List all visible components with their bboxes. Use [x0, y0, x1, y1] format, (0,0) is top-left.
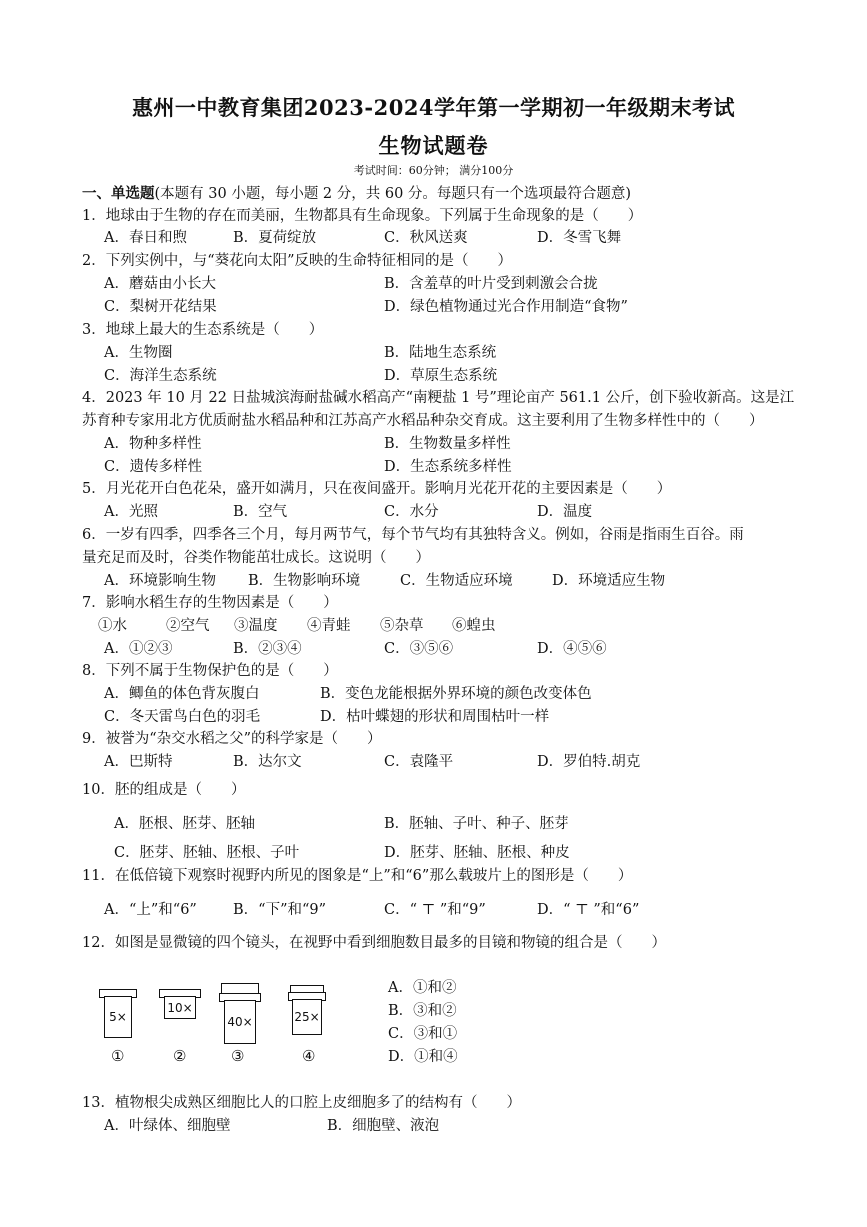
- q3-option-b: B．陆地生态系统: [384, 345, 497, 361]
- q7-item: ②空气: [166, 618, 210, 634]
- lens-2-label: ②: [173, 1047, 187, 1065]
- q3-option-c: C．海洋生态系统: [104, 368, 217, 384]
- q6-stem-line2: 量充足而及时，谷类作物能茁壮成长。这说明（ ）: [82, 550, 430, 566]
- section-heading-row: [82, 184, 631, 204]
- q6-option-d: D．环境适应生物: [552, 573, 666, 589]
- q8-option-d: D．枯叶蝶翅的形状和周围枯叶一样: [320, 709, 550, 725]
- q12-option-c: C．③和①: [388, 1026, 458, 1042]
- exam-meta: 考试时间：60分钟； 满分100分: [353, 164, 514, 177]
- q7-item: ④青蛙: [307, 618, 351, 634]
- q2-option-a: A．蘑菇由小长大: [104, 276, 216, 292]
- lens-3-label: ③: [231, 1047, 245, 1065]
- q9-stem: 9．被誉为“杂交水稻之父”的科学家是（ ）: [82, 731, 382, 747]
- q7-item: ①水: [98, 618, 127, 634]
- exam-subtitle: 生物试题卷: [378, 133, 489, 158]
- q5-option-d: D．温度: [537, 504, 593, 520]
- q1-option-b: B．夏荷绽放: [233, 230, 317, 246]
- section-desc: (本题有 30 小题，每小题 2 分，共 60 分。每题只有一个选项最符合题意): [154, 186, 632, 202]
- q7-option-b: B．②③④: [233, 641, 302, 657]
- q10-stem: 10．胚的组成是（ ）: [82, 782, 246, 798]
- q10-option-d: D．胚芽、胚轴、胚根、种皮: [384, 845, 570, 861]
- q4-stem-line2: 苏育种专家用北方优质耐盐水稻品种和江苏高产水稻品种杂交育成。这主要利用了生物多样性中的（ ）: [82, 413, 764, 429]
- q3-option-a: A．生物圈: [104, 345, 173, 361]
- q7-item: ⑤杂草: [380, 618, 424, 634]
- q3-stem: 3．地球上最大的生态系统是（ ）: [82, 322, 324, 338]
- q2-option-d: D．绿色植物通过光合作用制造“食物”: [384, 299, 628, 315]
- lens-2: 10×: [164, 996, 196, 1019]
- q7-option-a: A．①②③: [104, 641, 173, 657]
- q1-option-c: C．秋风送爽: [384, 230, 468, 246]
- q8-stem: 8．下列不属于生物保护色的是（ ）: [82, 663, 338, 679]
- q5-option-a: A．光照: [104, 504, 158, 520]
- q5-option-c: C．水分: [384, 504, 439, 520]
- lens-4: 25×: [292, 999, 322, 1035]
- q3-option-d: D．草原生态系统: [384, 368, 498, 384]
- q8-option-a: A．鲫鱼的体色背灰腹白: [104, 686, 260, 702]
- q6-option-a: A．环境影响生物: [104, 573, 216, 589]
- lens-3: 40×: [224, 1000, 256, 1044]
- q7-stem: 7．影响水稻生存的生物因素是（ ）: [82, 595, 338, 611]
- q5-option-b: B．空气: [233, 504, 288, 520]
- q1-option-a: A．春日和煦: [104, 230, 187, 246]
- q6-stem-line1: 6．一岁有四季，四季各三个月，每月两节气，每个节气均有其独特含义。例如，谷雨是指雨生百谷。雨: [82, 527, 744, 543]
- q13-option-a: A．叶绿体、细胞壁: [104, 1118, 231, 1134]
- q7-option-c: C．③⑤⑥: [384, 641, 454, 657]
- q4-option-d: D．生态系统多样性: [384, 459, 512, 475]
- q10-option-c: C．胚芽、胚轴、胚根、子叶: [114, 845, 300, 861]
- q9-option-d: D．罗伯特.胡克: [537, 754, 641, 770]
- q1-option-d: D．冬雪飞舞: [537, 230, 622, 246]
- q11-option-b: B．“下”和“9”: [233, 902, 327, 918]
- lens-4-label: ④: [302, 1047, 316, 1065]
- q2-stem: 2．下列实例中，与“葵花向太阳”反映的生命特征相同的是（ ）: [82, 253, 513, 269]
- q5-stem: 5．月光花开白色花朵，盛开如满月，只在夜间盛开。影响月光花开花的主要因素是（ ）: [82, 481, 672, 497]
- q12-option-d: D．①和④: [388, 1049, 458, 1065]
- q4-stem-line1: 4．2023 年 10 月 22 日盐城滨海耐盐碱水稻高产“南粳盐 1 号”理论亩产 561.1 公斤，创下验收新高。这是江: [82, 390, 795, 406]
- q4-option-b: B．生物数量多样性: [384, 436, 511, 452]
- q11-option-d: D．“ ⊤ ”和“6”: [537, 902, 640, 918]
- q1-stem: 1．地球由于生物的存在而美丽，生物都具有生命现象。下列属于生命现象的是（ ）: [82, 208, 643, 224]
- q6-option-b: B．生物影响环境: [248, 573, 361, 589]
- q9-option-c: C．袁隆平: [384, 754, 454, 770]
- q9-option-a: A．巴斯特: [104, 754, 173, 770]
- q8-option-c: C．冬天雷鸟白色的羽毛: [104, 709, 261, 725]
- q4-option-a: A．物种多样性: [104, 436, 202, 452]
- q12-option-a: A．①和②: [388, 980, 457, 996]
- q4-option-c: C．遗传多样性: [104, 459, 203, 475]
- q6-option-c: C．生物适应环境: [400, 573, 513, 589]
- section-heading: 一、单选题: [82, 185, 155, 202]
- lens-1-label: ①: [111, 1047, 125, 1065]
- q13-option-b: B．细胞壁、液泡: [327, 1118, 440, 1134]
- q10-option-b: B．胚轴、子叶、种子、胚芽: [384, 816, 569, 832]
- q8-option-b: B．变色龙能根据外界环境的颜色改变体色: [320, 686, 592, 702]
- q11-option-c: C．“ ⊤ ”和“9”: [384, 902, 486, 918]
- lens-1: 5×: [104, 996, 132, 1038]
- q11-option-a: A．“上”和“6”: [104, 902, 197, 918]
- q7-item: ⑥蝗虫: [452, 618, 496, 634]
- q12-option-b: B．③和②: [388, 1003, 457, 1019]
- q13-stem: 13．植物根尖成熟区细胞比人的口腔上皮细胞多了的结构有（ ）: [82, 1095, 521, 1111]
- q7-item: ③温度: [234, 618, 278, 634]
- exam-title: 惠州一中教育集团2023-2024学年第一学期初一年级期末考试: [131, 95, 736, 120]
- q11-stem: 11．在低倍镜下观察时视野内所见的图象是“上”和“6”那么载玻片上的图形是（ ）: [82, 868, 633, 884]
- q2-option-c: C．梨树开花结果: [104, 299, 217, 315]
- q2-option-b: B．含羞草的叶片受到刺激会合拢: [384, 276, 598, 292]
- q12-stem: 12．如图是显微镜的四个镜头，在视野中看到细胞数目最多的目镜和物镜的组合是（ ）: [82, 935, 666, 951]
- q7-option-d: D．④⑤⑥: [537, 641, 607, 657]
- q10-option-a: A．胚根、胚芽、胚轴: [114, 816, 255, 832]
- q9-option-b: B．达尔文: [233, 754, 302, 770]
